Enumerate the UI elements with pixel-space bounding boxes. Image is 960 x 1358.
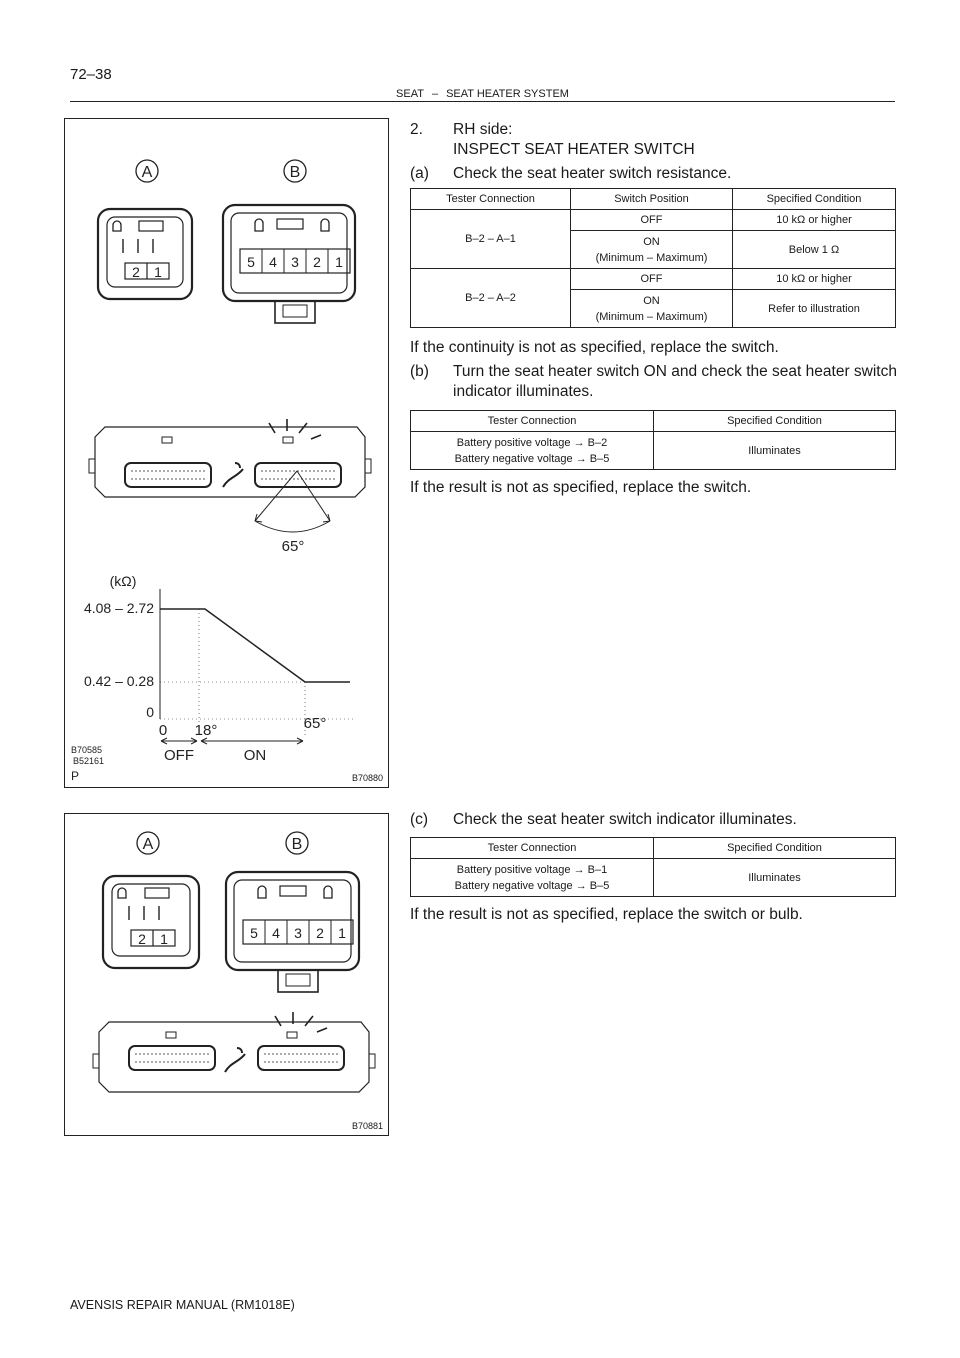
heading-line1: RH side: <box>453 121 513 138</box>
switch-panel-drawing <box>93 1012 375 1092</box>
code-a: B70585 <box>71 745 103 755</box>
connection-line: Battery negative voltage → B–5 <box>454 452 610 465</box>
specified-condition: 10 kΩ or higher <box>733 269 896 290</box>
specified-condition: Refer to illustration <box>733 290 896 328</box>
table-header: Tester Connection <box>411 189 571 210</box>
table-row <box>411 269 896 290</box>
page-number: 72–38 <box>70 66 112 83</box>
table-header: Switch Position <box>571 189 733 210</box>
connector-b-label-mark <box>286 832 308 854</box>
specified-condition: Illuminates <box>654 432 896 470</box>
connector-b-label: B <box>291 836 303 853</box>
position-range: (Minimum – Maximum) <box>595 310 708 323</box>
switch-position: OFF <box>571 210 733 231</box>
y-high-label: 4.08 – 2.72 <box>83 600 154 616</box>
tester-connection <box>411 859 654 897</box>
a-pin: 2 <box>132 264 140 280</box>
switch-panel-drawing <box>89 419 371 532</box>
result-note-1: If the continuity is not as specified, replace the switch. <box>410 339 779 356</box>
connector-a-label: A <box>142 836 154 853</box>
connector-a-label-mark <box>137 832 159 854</box>
connection-line: Battery positive voltage → B–2 <box>456 436 608 449</box>
b-pin: 5 <box>247 254 255 270</box>
resistance-table <box>410 188 896 328</box>
x-65-label: 65° <box>303 715 327 732</box>
figure-indicator-check <box>64 813 389 1136</box>
position-range: (Minimum – Maximum) <box>595 251 708 264</box>
page-header <box>70 88 895 102</box>
step-c <box>410 810 898 830</box>
table-header: Specified Condition <box>654 411 896 432</box>
connection-line: Battery negative voltage → B–5 <box>454 879 610 892</box>
connection-line: Battery positive voltage → B–1 <box>456 863 608 876</box>
a-pin: 2 <box>138 931 146 947</box>
b-pin: 4 <box>269 254 277 270</box>
tester-connection <box>411 432 654 470</box>
resistance-graph <box>160 589 355 735</box>
heading-number: 2. <box>410 121 423 138</box>
connector-b-label: B <box>289 164 301 181</box>
a-pin: 1 <box>154 264 162 280</box>
b-pin: 1 <box>335 254 343 270</box>
switch-position <box>571 231 733 269</box>
tester-connection: B–2 – A–1 <box>411 210 571 269</box>
header-separator: – <box>431 88 439 100</box>
figure-code: B70881 <box>351 1121 383 1131</box>
switch-position <box>571 290 733 328</box>
page-footer: AVENSIS REPAIR MANUAL (RM1018E) <box>70 1298 295 1312</box>
connector-a-label-mark <box>136 160 158 182</box>
step-c-text: Check the seat heater switch indicator illuminates. <box>453 811 797 828</box>
header-title: SEAT HEATER SYSTEM <box>446 88 569 100</box>
step-c-label: (c) <box>410 811 429 828</box>
connector-b-label-mark <box>284 160 306 182</box>
b-pin: 4 <box>272 925 280 941</box>
on-label: ON <box>243 747 267 764</box>
step-a-label: (a) <box>410 165 429 182</box>
x-zero-label: 0 <box>158 722 168 739</box>
figure-code: B70880 <box>351 773 383 783</box>
table-row <box>411 859 896 897</box>
p-mark: P <box>71 769 80 783</box>
a-pin: 1 <box>160 931 168 947</box>
table-header: Specified Condition <box>654 838 896 859</box>
off-label: OFF <box>164 747 194 764</box>
b-pin: 2 <box>316 925 324 941</box>
switch-position: OFF <box>571 269 733 290</box>
table-row <box>411 432 896 470</box>
table-header: Tester Connection <box>411 838 654 859</box>
step-b <box>410 362 898 402</box>
range-arrows <box>161 738 303 744</box>
step-a <box>410 164 898 184</box>
code-b: B52161 <box>73 756 105 766</box>
header-section: SEAT <box>396 88 424 100</box>
step-a-text: Check the seat heater switch resistance. <box>453 165 732 182</box>
tester-connection: B–2 – A–2 <box>411 269 571 328</box>
position-on: ON <box>643 294 660 307</box>
connector-a-drawing <box>98 209 192 299</box>
b-pin: 2 <box>313 254 321 270</box>
b-pin: 5 <box>250 925 258 941</box>
result-note-3: If the result is not as specified, replace the switch or bulb. <box>410 906 803 923</box>
position-on: ON <box>643 235 660 248</box>
angle-label: 65° <box>281 538 305 555</box>
section-heading <box>410 120 898 160</box>
specified-condition: 10 kΩ or higher <box>733 210 896 231</box>
step-b-label: (b) <box>410 363 429 380</box>
y-zero-label: 0 <box>146 704 154 720</box>
graph-unit: (kΩ) <box>109 573 137 589</box>
figure-switch-resistance <box>64 118 389 788</box>
x-18-label: 18° <box>194 722 218 739</box>
connector-a-label: A <box>141 164 153 181</box>
indicator-table-1 <box>410 410 896 470</box>
b-pin: 3 <box>291 254 299 270</box>
table-row <box>411 210 896 231</box>
b-pin: 1 <box>338 925 346 941</box>
specified-condition: Illuminates <box>654 859 896 897</box>
heading-line2: INSPECT SEAT HEATER SWITCH <box>453 141 695 158</box>
result-note-2: If the result is not as specified, replace the switch. <box>410 479 752 496</box>
y-low-label: 0.42 – 0.28 <box>83 673 154 689</box>
table-header: Tester Connection <box>411 411 654 432</box>
specified-condition: Below 1 Ω <box>733 231 896 269</box>
table-header: Specified Condition <box>733 189 896 210</box>
indicator-table-2 <box>410 837 896 897</box>
connector-a-drawing <box>103 876 199 968</box>
step-b-text: Turn the seat heater switch ON and check the seat heater switch indicator illuminates. <box>453 363 897 400</box>
b-pin: 3 <box>294 925 302 941</box>
